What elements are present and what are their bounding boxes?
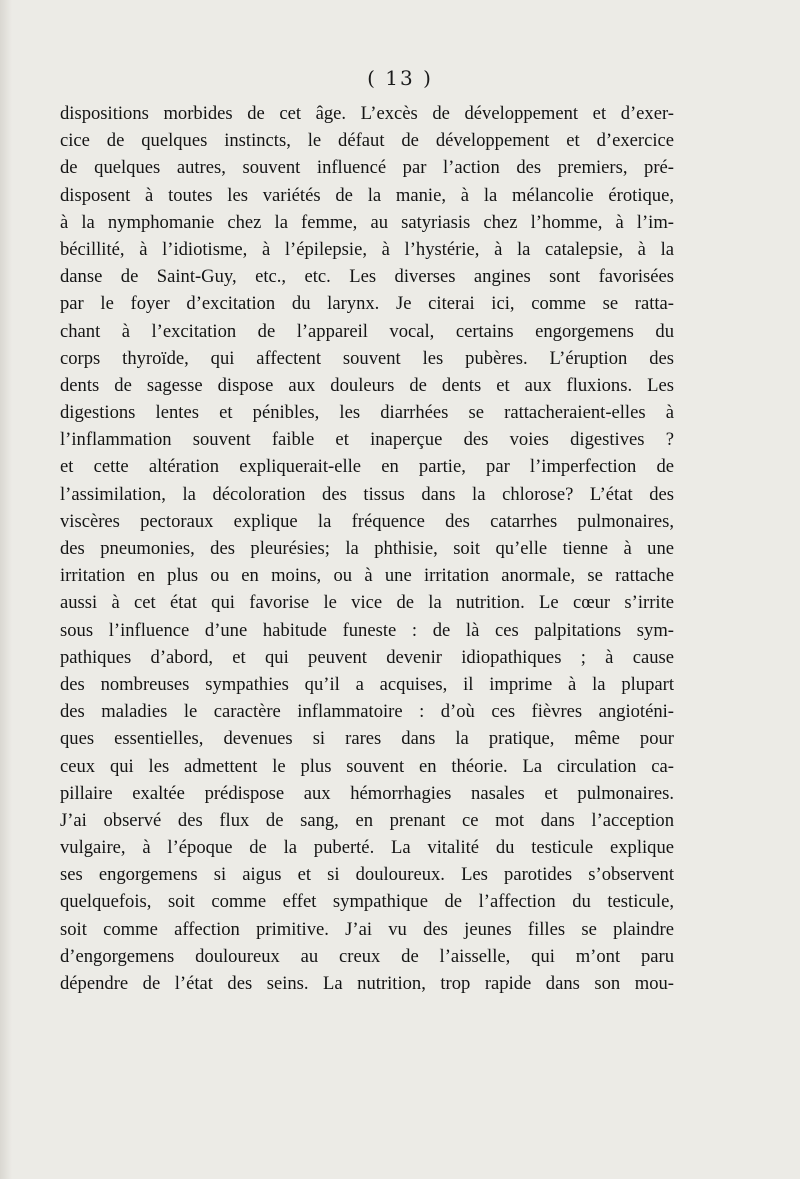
text-line: dents de sagesse dispose aux douleurs de dents et aux fluxions. Les [60, 374, 674, 396]
text-line: d’engorgemens douloureux au creux de l’aisselle, qui m’ont paru [60, 945, 674, 967]
text-line: des pneumonies, des pleurésies; la phthisie, soit qu’elle tienne à une [60, 538, 674, 559]
text-line: J’ai observé des flux de sang, en prenant ce mot dans l’acception [60, 809, 674, 831]
page-number: ( 13 ) [367, 66, 433, 90]
text-line: ceux qui les admettent le plus souvent en théorie. La circulation ca- [60, 755, 674, 777]
text-line: cice de quelques instincts, le défaut de développement et d’exercice [60, 130, 674, 152]
body-text [60, 100, 674, 997]
text-line: dépendre de l’état des seins. La nutrition, trop rapide dans son mou- [60, 973, 674, 994]
text-line: pillaire exaltée prédispose aux hémorrhagies nasales et pulmonaires. [60, 782, 674, 804]
text-line: corps thyroïde, qui affectent souvent les pubères. L’éruption des [60, 347, 674, 369]
text-line: ses engorgemens si aigus et si douloureux. Les parotides s’observent [60, 864, 674, 886]
text-line: vulgaire, à l’époque de la puberté. La vitalité du testicule explique [60, 837, 674, 859]
text-line: disposent à toutes les variétés de la manie, à la mélancolie érotique, [60, 184, 674, 206]
text-line: dispositions morbides de cet âge. L’excès de développement et d’exer- [60, 103, 674, 124]
text-line: chant à l’excitation de l’appareil vocal, certains engorgemens du [60, 320, 674, 342]
text-line: danse de Saint-Guy, etc., etc. Les diverses angines sont favorisées [60, 266, 674, 288]
text-line: aussi à cet état qui favorise le vice de la nutrition. Le cœur s’irrite [60, 592, 674, 614]
text-line: pathiques d’abord, et qui peuvent devenir idiopathiques ; à cause [60, 646, 674, 668]
text-line: digestions lentes et pénibles, les diarrhées se rattacheraient-elles à [60, 402, 674, 424]
text-line: à la nymphomanie chez la femme, au satyriasis chez l’homme, à l’im- [60, 211, 674, 233]
text-line: des nombreuses sympathies qu’il a acquises, il imprime à la plupart [60, 673, 674, 695]
text-line: bécillité, à l’idiotisme, à l’épilepsie, à l’hystérie, à la catalepsie, à la [60, 238, 674, 260]
text-line: par le foyer d’excitation du larynx. Je citerai ici, comme se ratta- [60, 293, 674, 315]
text-line: l’inflammation souvent faible et inaperçue des voies digestives ? [60, 429, 674, 451]
text-line: sous l’influence d’une habitude funeste : de là ces palpitations sym- [60, 619, 674, 641]
text-line: l’assimilation, la décoloration des tissus dans la chlorose? L’état des [60, 483, 674, 505]
text-line: de quelques autres, souvent influencé par l’action des premiers, pré- [60, 157, 674, 179]
text-line: des maladies le caractère inflammatoire : d’où ces fièvres angioténi- [60, 701, 674, 723]
text-line: viscères pectoraux explique la fréquence des catarrhes pulmonaires, [60, 510, 674, 532]
text-line: irritation en plus ou en moins, ou à une irritation anormale, se rattache [60, 565, 674, 587]
text-line: soit comme affection primitive. J’ai vu des jeunes filles se plaindre [60, 918, 674, 940]
text-line: quelquefois, soit comme effet sympathique de l’affection du testicule, [60, 891, 674, 913]
text-line: et cette altération expliquerait-elle en partie, par l’imperfection de [60, 456, 674, 478]
text-line: ques essentielles, devenues si rares dans la pratique, même pour [60, 728, 674, 750]
